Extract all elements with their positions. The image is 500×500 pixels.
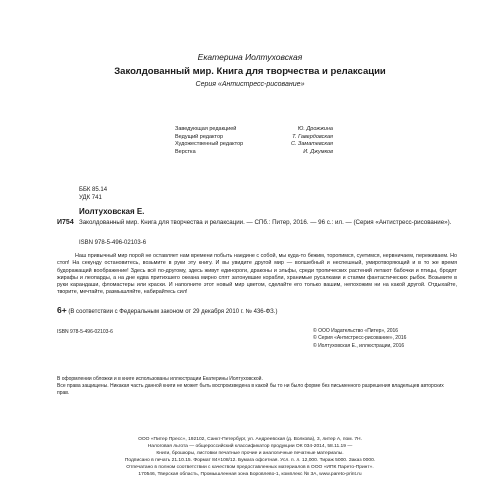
publisher-imprint (0, 436, 500, 478)
age-law-text: (В соответствии с Федеральным законом от 29 декабря 2010 г. № 436-ФЗ.) (68, 309, 278, 315)
staff-name: Ю. Дрожжина (297, 126, 333, 132)
bbk-code: ББК 85.14 (79, 187, 108, 193)
copyright-line: © Иолтуховская Е., иллюстрации, 2016 (313, 342, 405, 349)
staff-row (175, 126, 333, 134)
imprint-line: Подписано в печать 21.10.15. Формат 84×108/12. Бумага офсетная. Усл. п. л. 12,000. Тираж 5000. Заказ 0000. (124, 458, 376, 463)
illustrations-note: В оформлении обложки и в книге использованы иллюстрации Екатерины Иолтуховской. (57, 376, 263, 382)
staff-row (175, 149, 333, 157)
copyright-notices (313, 328, 406, 350)
staff-name: Т. Гавердовская (292, 133, 333, 140)
imprint-line: ООО «Питер Пресс», 192102, Санкт-Петербург, ул. Андреевская (д. Волкова), 3, литер А, пом. 7Н. (138, 437, 362, 442)
cutter-code: И754 (57, 219, 74, 226)
book-series: Серия «Антистресс-рисование» (195, 81, 305, 88)
age-rating (57, 305, 277, 315)
copyright-line: © Серия «Антистресс-рисование», 2016 (313, 335, 407, 342)
classification-codes (79, 186, 107, 202)
catalog-isbn: ISBN 978-5-496-02103-6 (79, 240, 147, 246)
book-title: Заколдованный мир. Книга для творчества и релаксации (114, 66, 386, 77)
rights-notice (57, 376, 457, 396)
isbn-bottom: ISBN 978-5-496-02103-6 (57, 329, 113, 335)
imprint-line: 170546, Тверская область, Промышленная зона Боровлево-1, комплекс № 3А, www.pareto-print.ru (138, 472, 362, 477)
staff-role: Заведующая редакцией (175, 126, 237, 132)
staff-name: С. Заматевская (290, 141, 333, 148)
staff-role: Ведущий редактор (175, 133, 224, 140)
imprint-line: Отпечатано в полном соответствии с качеством предоставленных материалов в ООО «ИПК Парето-Принт». (126, 465, 374, 470)
staff-name: И. Джумков (303, 148, 333, 155)
imprint-line: Налоговая льгота — общероссийский классификатор продукции ОК 034-2014, 58.11.19 — (147, 444, 353, 449)
udk-code: УДК 741 (79, 195, 102, 201)
editorial-staff (175, 126, 333, 156)
imprint-line: Книги, брошюры, листовки печатные прочие и аналогичные печатные материалы. (156, 451, 344, 456)
staff-row (175, 141, 333, 149)
age-mark: 6+ (57, 305, 67, 315)
book-author: Екатерина Иолтуховская (197, 52, 303, 62)
rights-protection: Все права защищены. Никакая часть данной книги не может быть воспроизведена в какой бы то ни было форме без письменного разрешения владельцев авторских прав. (57, 382, 444, 396)
staff-role: Художественный редактор (175, 141, 244, 148)
catalog-author-heading: Иолтуховская Е. (79, 207, 145, 216)
bibliographic-description: Заколдованный мир. Книга для творчества и релаксации. — СПб.: Питер, 2016. — 96 с.: ил. — (Серия «Антистресс-рисование»). (79, 219, 452, 226)
staff-role: Верстка (175, 148, 196, 155)
book-annotation: Наш привычный мир порой не оставляет нам времени побыть наедине с собой, мы куда-то бежим, торопимся, суетимся, нервничаем, переживаем. Но стоп! На секунду остановитесь, возьмите в руки эту книгу. И вы увидите другой мир — волшебный и неспешный, умиротворяющий и в то же время будоражащий воображение! Здесь всё по-другому, здесь живут единороги, драконы и эльфы, среди тропических растений летают бабочки и птицы, бродят жирафы и леопарды, а на дне едва притихшего океана мирно спят затонувшие корабли, хранимые русалками и стаями фантастических рыбок. Возьмите в руки карандаши, фломастеры или краски. И наполните этот новый мир цветом, сделайте его только вашим, непохожим ни на какой другой. Отдыхайте, творите, мечтайте, размышляйте, набирайтесь сил! (57, 253, 457, 296)
copyright-line: © ООО Издательство «Питер», 2016 (313, 328, 399, 334)
